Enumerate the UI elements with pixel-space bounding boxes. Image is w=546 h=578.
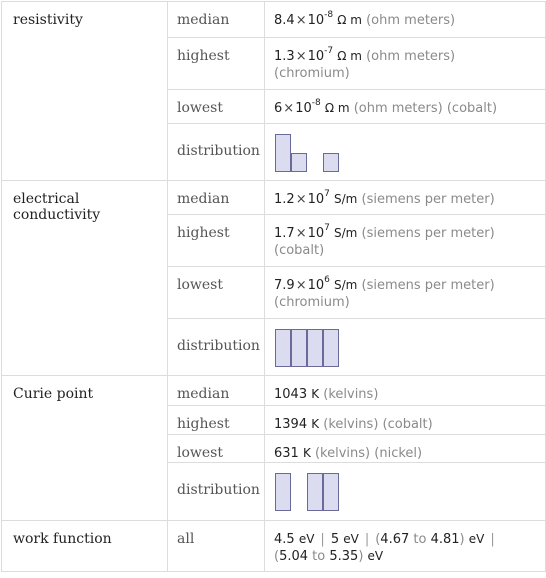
value-cell: $6\times 10^{-8}$ Ω m (ohm meters) (cobalt) (265, 90, 546, 124)
row-label: all (168, 521, 265, 572)
histogram-bar (307, 473, 323, 511)
distribution-histogram (265, 463, 546, 521)
histogram-bar (275, 134, 291, 172)
value-cell: $8.4\times 10^{-8}$ Ω m (ohm meters) (265, 2, 546, 38)
property-label: electrical conductivity (2, 181, 168, 376)
row-label: lowest (168, 267, 265, 319)
value-cell: 631 K (kelvins) (nickel) (265, 435, 546, 463)
property-label: Curie point (2, 376, 168, 521)
histogram-bar (275, 329, 291, 367)
row-label: lowest (168, 435, 265, 463)
value-cell: $7.9\times 10^6$ S/m (siemens per meter) (chromium) (265, 267, 546, 319)
value-cell: $1.2\times 10^7$ S/m (siemens per meter) (265, 181, 546, 215)
histogram-bar (307, 329, 323, 367)
row-label: highest (168, 38, 265, 90)
histogram-bar (291, 329, 307, 367)
value-cell: 1043 K (kelvins) (265, 376, 546, 406)
property-label: work function (2, 521, 168, 572)
value-cell: 1394 K (kelvins) (cobalt) (265, 406, 546, 435)
value-cell: $1.7\times 10^7$ S/m (siemens per meter) (cobalt) (265, 215, 546, 267)
row-label: distribution (168, 319, 265, 376)
property-label: resistivity (2, 2, 168, 181)
histogram-bar (323, 153, 339, 172)
row-label: distribution (168, 463, 265, 521)
histogram-bar (323, 329, 339, 367)
value-cell: 4.5 eV | 5 eV | (4.67 to 4.81) eV | (5.04 to 5.35) eV (265, 521, 546, 572)
row-label: distribution (168, 124, 265, 181)
properties-table (1, 1, 546, 572)
row-label: median (168, 2, 265, 38)
distribution-histogram (265, 319, 546, 376)
row-label: highest (168, 406, 265, 435)
histogram-bar (291, 153, 307, 172)
row-label: median (168, 181, 265, 215)
row-label: median (168, 376, 265, 406)
row-label: highest (168, 215, 265, 267)
histogram-bar (323, 473, 339, 511)
value-cell: $1.3\times 10^{-7}$ Ω m (ohm meters) (chromium) (265, 38, 546, 90)
row-label: lowest (168, 90, 265, 124)
histogram-bar (275, 473, 291, 511)
distribution-histogram (265, 124, 546, 181)
